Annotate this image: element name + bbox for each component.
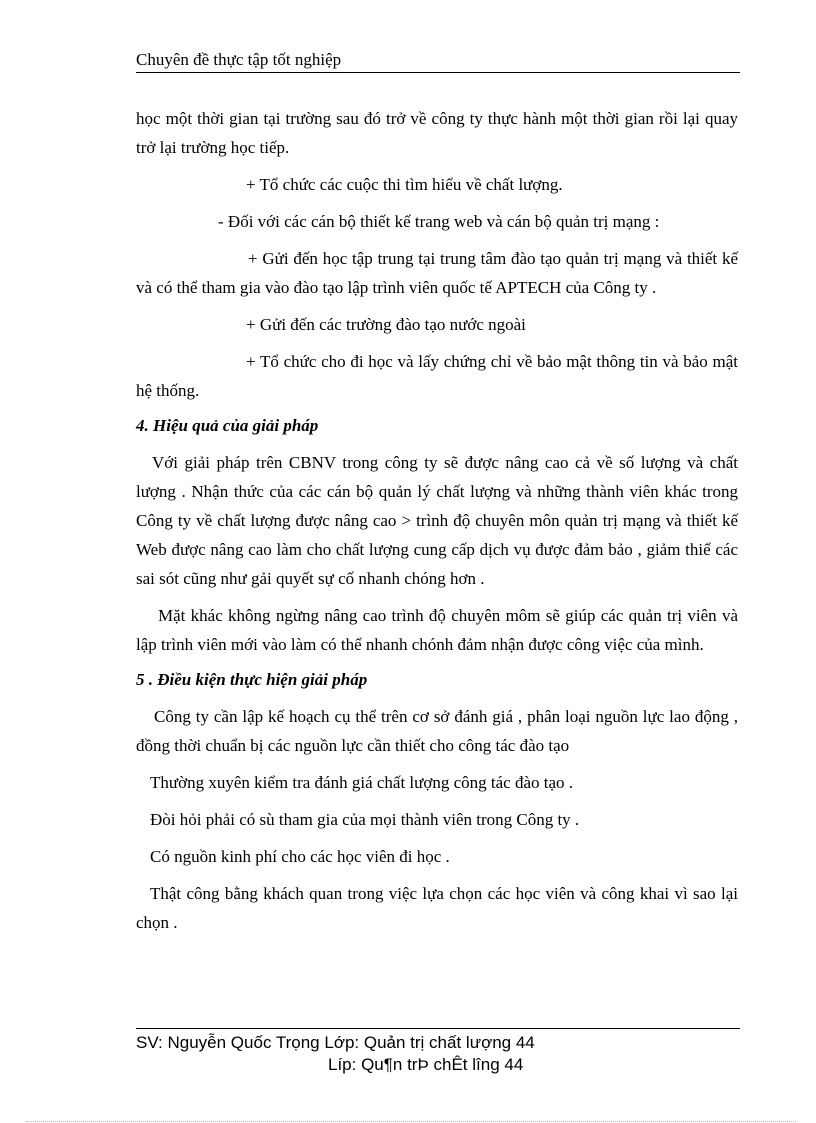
- paragraph-9: Công ty cần lập kế hoạch cụ thể trên cơ sở đánh giá , phân loại nguồn lực lao động , đồng thời chuẩn bị các nguồn lực cần thiết cho công tác đào tạo: [136, 707, 738, 755]
- paragraph-3: - Đối với các cán bộ thiết kế trang web và cán bộ quản trị mạng :: [218, 212, 660, 231]
- paragraph-12: Có nguồn kinh phí cho các học viên đi học .: [150, 847, 450, 866]
- paragraph-5: + Gửi đến các trường đào tạo nước ngoài: [246, 315, 526, 334]
- section-heading-5: 5 . Điều kiện thực hiện giải pháp: [136, 670, 368, 689]
- paragraph-11: Đòi hỏi phải có sù tham gia của mọi thành viên trong Công ty .: [150, 810, 580, 829]
- paragraph-7: Với giải pháp trên CBNV trong công ty sẽ được nâng cao cả về số lượng và chất lượng . Nhận thức của các cán bộ quản lý chất lượng và những thành viên khác trong Công ty về chất lượng được nâng cao > trình độ chuyên môn quản trị mạng và thiết kế Web được nâng cao làm cho chất lượng cung cấp dịch vụ được đảm bảo , giảm thiể các sai sót cũng như gải quyết sự cố nhanh chóng hơn .: [136, 453, 738, 588]
- paragraph-2: + Tổ chức các cuộc thi tìm hiểu về chất lượng.: [246, 175, 563, 194]
- footer-divider: [136, 1028, 740, 1029]
- paragraph-1: học một thời gian tại trường sau đó trở về công ty thực hành một thời gian rồi lại quay trở lại trường học tiếp.: [136, 109, 738, 157]
- paragraph-6: + Tổ chức cho đi học và lấy chứng chỉ về bảo mật thông tin và bảo mật hệ thống.: [136, 352, 738, 400]
- page-bottom-border: [26, 1121, 796, 1122]
- paragraph-4: + Gửi đến học tập trung tại trung tâm đào tạo quản trị mạng và thiết kế và có thể tham gia vào đào tạo lập trình viên quốc tế APTECH của Công ty .: [136, 249, 738, 297]
- page-header: Chuyên đề thực tập tốt nghiệp: [136, 50, 740, 73]
- section-heading-4: 4. Hiệu quả của giải pháp: [136, 416, 319, 435]
- paragraph-10: Thường xuyên kiểm tra đánh giá chất lượng công tác đào tạo .: [150, 773, 574, 792]
- paragraph-8: Mặt khác không ngừng nâng cao trình độ chuyên môm sẽ giúp các quản trị viên và lập trình viên mới vào làm có thể nhanh chónh đảm nhận được công việc của mình.: [136, 606, 738, 654]
- paragraph-13: Thật công bằng khách quan trong việc lựa chọn các học viên và công khai vì sao lại chọn .: [136, 884, 738, 932]
- document-body: [136, 104, 738, 937]
- footer-class-info: Líp: Qu¶n trÞ chÊt lîng 44: [328, 1055, 524, 1074]
- footer-student-info: SV: Nguyễn Quốc Trọng Lớp: Quản trị chất lượng 44: [136, 1033, 535, 1052]
